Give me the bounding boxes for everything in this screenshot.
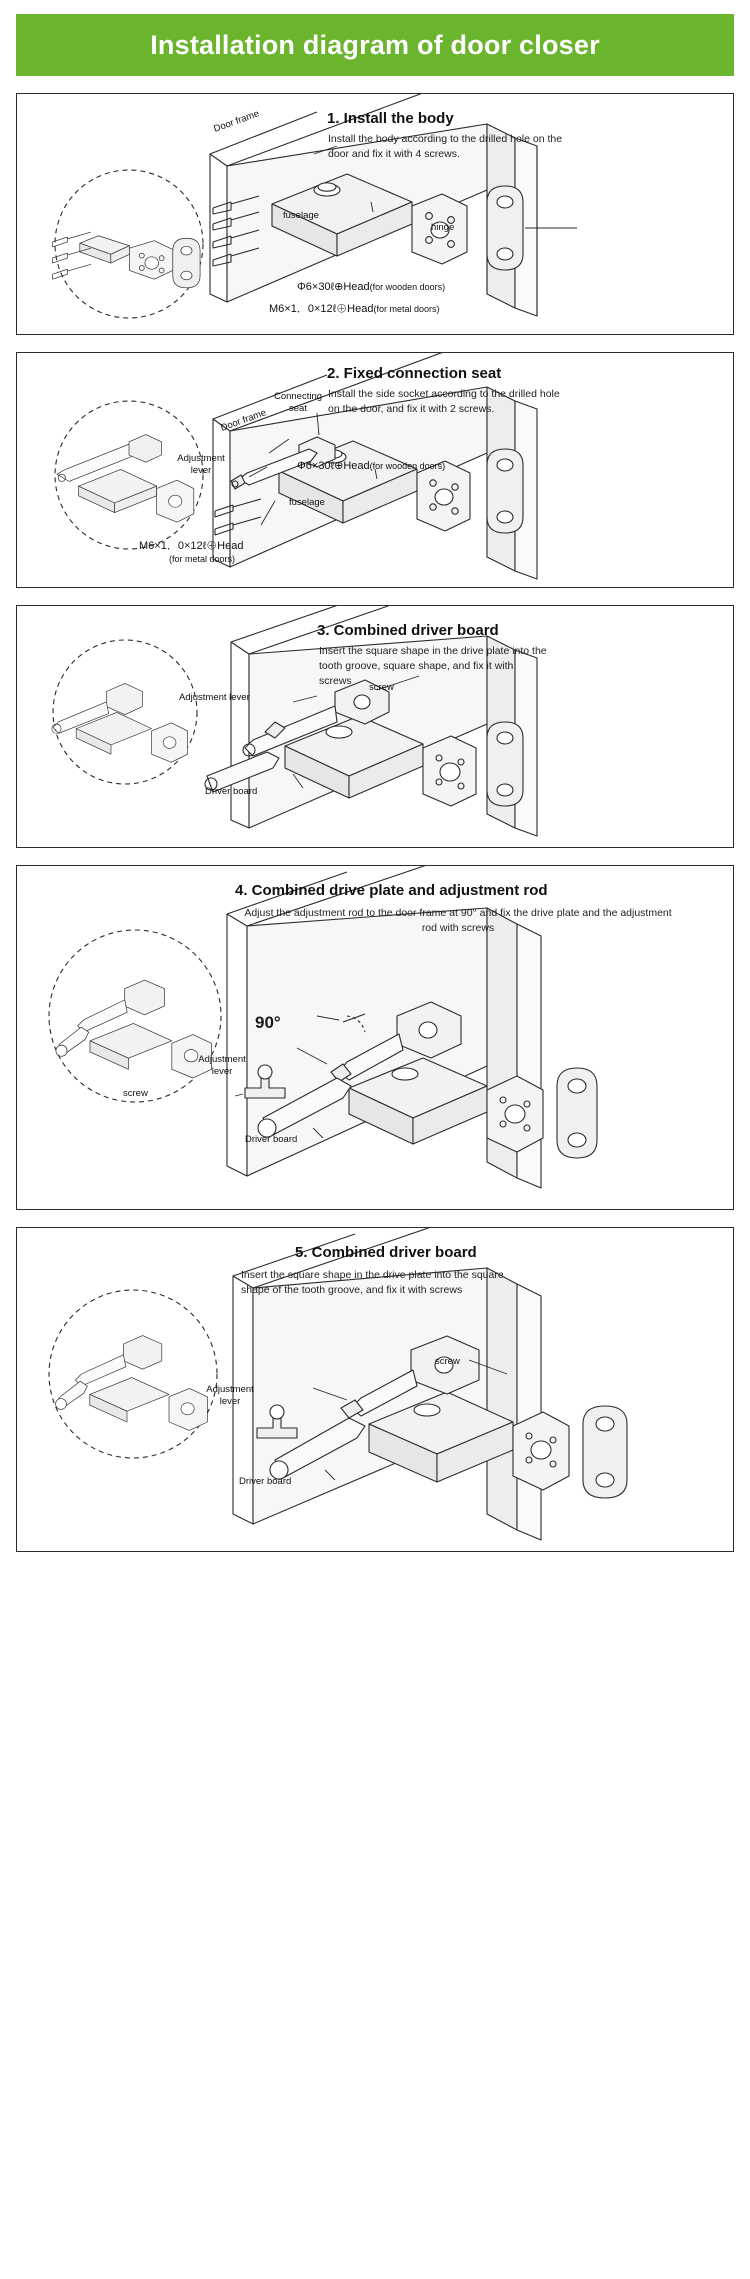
step-5-label-adjustment-lever: Adjustment lever	[206, 1384, 254, 1408]
step-5-title: 5. Combined driver board	[295, 1244, 477, 1261]
step-card-3	[16, 605, 734, 848]
step-2-label-fuselage: fuselage	[289, 497, 325, 508]
step-card-2	[16, 352, 734, 588]
step-2-description: Install the side socket according to the drilled hole on the door, and fix it with 2 screws.	[328, 388, 560, 416]
step-1-spec-wooden: Φ6×30ℓ⊕Head(for wooden doors)	[297, 281, 446, 293]
step-3-label-driver-board: Driver board	[205, 786, 258, 797]
page-header	[16, 14, 734, 76]
step-4-label-angle: 90°	[255, 1013, 281, 1032]
step-1-label-door-frame: Door frame	[212, 108, 261, 135]
step-3-illustration	[17, 606, 733, 847]
step-4-description: Adjust the adjustment rod to the door frame at 90° and fix the drive plate and the adjustment rod with screws	[244, 907, 672, 935]
step-1-label-fuselage: fuselage	[283, 210, 319, 221]
step-1-illustration	[17, 94, 733, 334]
step-1-description: Install the body according to the drilled hole on the door and fix it with 4 screws.	[328, 133, 563, 161]
step-4-label-adjustment-lever: Adjustment lever	[198, 1054, 246, 1078]
step-2-spec-metal-note: (for metal doors)	[169, 554, 236, 564]
page-title: Installation diagram of door closer	[150, 29, 600, 60]
step-1-title: 1. Install the body	[327, 110, 454, 127]
step-3-description: Insert the square shape in the drive plate into the tooth groove, square shape, and fix it with screws	[319, 645, 547, 688]
step-3-label-adjustment-lever: Adjustment lever	[179, 692, 250, 703]
step-card-1	[16, 93, 734, 335]
step-5-label-screw: screw	[435, 1356, 460, 1367]
step-5-description: Insert the square shape in the drive plate into the square shape of the tooth groove, and fix it with screws	[241, 1269, 504, 1297]
step-card-5	[16, 1227, 734, 1552]
step-2-label-door-frame: Door frame	[219, 407, 268, 434]
step-3-title: 3. Combined driver board	[317, 622, 499, 639]
step-4-label-driver-board: Driver board	[245, 1134, 298, 1145]
step-4-label-screw: screw	[123, 1088, 148, 1099]
step-2-title: 2. Fixed connection seat	[327, 365, 502, 382]
step-card-4	[16, 865, 734, 1210]
step-2-spec-wooden: Φ6×30ℓ⊕Head(for wooden doors)	[297, 460, 446, 472]
step-4-title: 4. Combined drive plate and adjustment rod	[235, 882, 548, 899]
step-3-label-screw: screw	[369, 682, 394, 693]
step-1-label-hinge: hinge	[431, 222, 455, 233]
step-2-label-connecting-seat: Connecting seat	[273, 391, 323, 415]
step-5-label-driver-board: Driver board	[239, 1476, 292, 1487]
step-2-spec-metal: M6×1．0×12ℓ⊕Head	[139, 540, 244, 552]
step-2-label-adjustment-lever: Adjustment lever	[177, 453, 225, 477]
installation-diagram-page	[0, 14, 750, 1552]
step-1-spec-metal: M6×1．0×12ℓ⊕Head(for metal doors)	[269, 303, 440, 315]
